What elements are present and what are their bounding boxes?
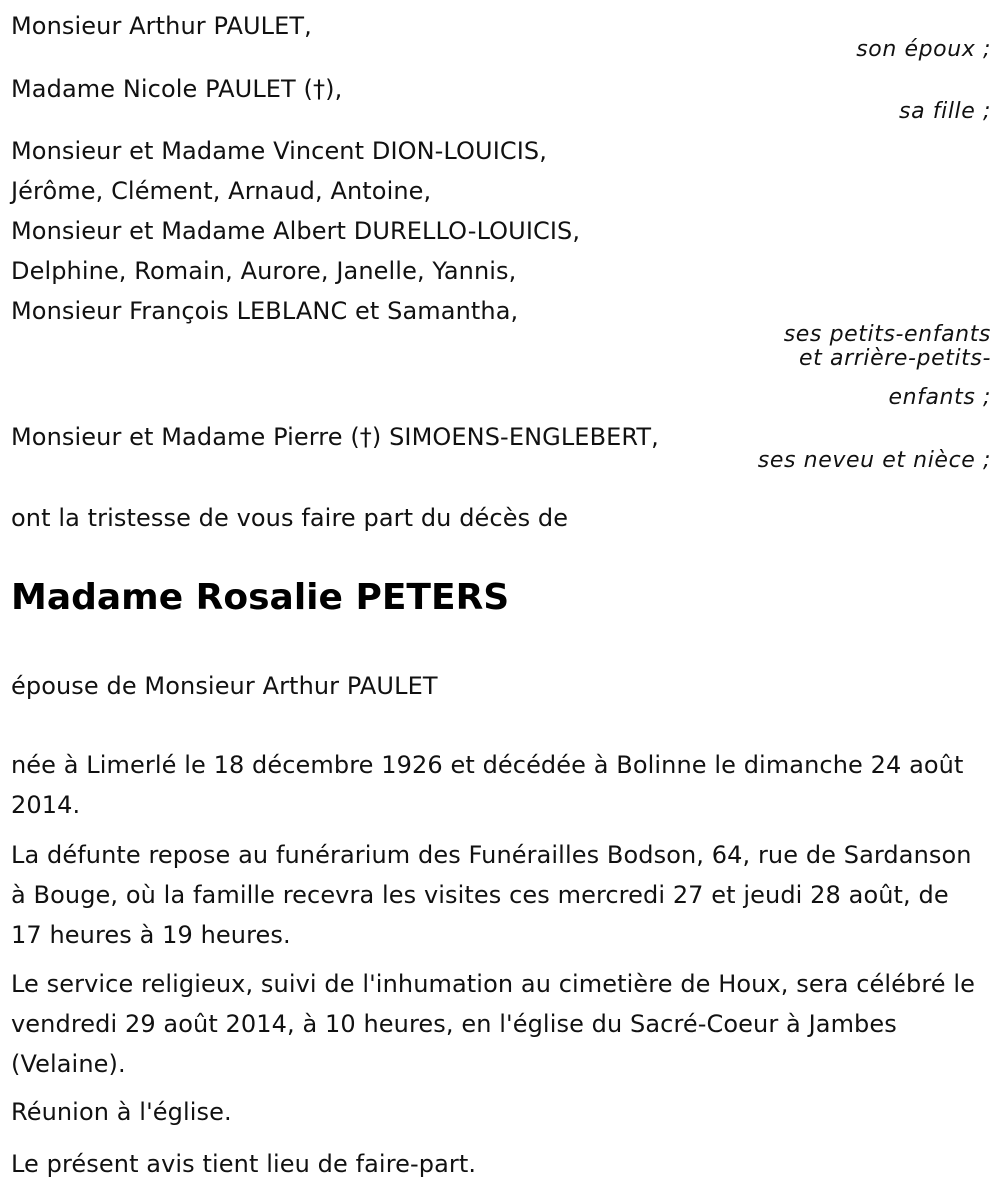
family-line-husband: Monsieur Arthur PAULET,: [11, 12, 312, 40]
service-paragraph: Le service religieux, suivi de l'inhumation au cimetière de Houx, sera célébré le vendredi 29 août 2014, à 10 heures, en l'église du Sacré-Coeur à Jambes (Velaine).: [11, 970, 976, 1078]
role-husband: son époux ;: [856, 37, 991, 62]
visits-paragraph: La défunte repose au funérarium des Funérailles Bodson, 64, rue de Sardanson à Bouge, où la famille recevra les visites ces mercredi 27 et jeudi 28 août, de 17 heures à 19 heures.: [11, 841, 972, 949]
role-grandchildren-b: et arrière-petits-: [799, 346, 991, 371]
family-line-dion-louicis: Monsieur et Madame Vincent DION-LOUICIS,: [11, 137, 547, 165]
deceased-name: Madame Rosalie PETERS: [11, 577, 510, 618]
family-line-grandchildren-2: Delphine, Romain, Aurore, Janelle, Yannis,: [11, 257, 517, 285]
notice-paragraph: Le présent avis tient lieu de faire-part.: [11, 1150, 477, 1178]
family-line-durello-louicis: Monsieur et Madame Albert DURELLO-LOUICIS,: [11, 217, 581, 245]
role-nephew-niece: ses neveu et nièce ;: [757, 448, 991, 473]
announcement-text: ont la tristesse de vous faire part du décès de: [11, 504, 569, 532]
family-line-simoens-englebert: Monsieur et Madame Pierre (†) SIMOENS-ENGLEBERT,: [11, 423, 659, 451]
role-daughter: sa fille ;: [899, 99, 991, 124]
family-line-leblanc: Monsieur François LEBLANC et Samantha,: [11, 297, 519, 325]
role-grandchildren-c: enfants ;: [888, 385, 991, 410]
spouse-line: épouse de Monsieur Arthur PAULET: [11, 672, 438, 700]
role-grandchildren-a: ses petits-enfants: [783, 322, 991, 347]
meeting-paragraph: Réunion à l'église.: [11, 1098, 232, 1126]
birth-death-paragraph: née à Limerlé le 18 décembre 1926 et décédée à Bolinne le dimanche 24 août 2014.: [11, 751, 964, 819]
family-line-grandchildren-1: Jérôme, Clément, Arnaud, Antoine,: [11, 177, 432, 205]
family-line-daughter: Madame Nicole PAULET (†),: [11, 75, 343, 103]
